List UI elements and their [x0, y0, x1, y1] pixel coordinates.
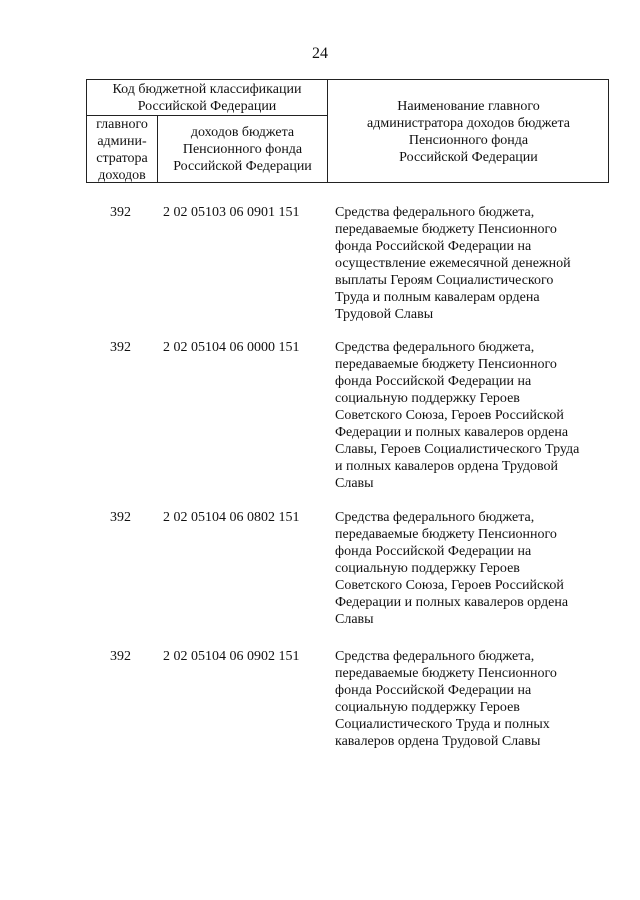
income-code: 2 02 05104 06 0802 151: [163, 510, 300, 525]
admin-code: 392: [110, 649, 131, 664]
header-admin-column: главного админи- стратора доходов: [96, 116, 148, 183]
income-description: Средства федерального бюджета, передаваемые бюджету Пенсионного фонда Российской Федерации на социальную поддержку Героев Советского Союза, Героев Российской Федерации и полных кавалеров ордена Славы: [335, 510, 569, 627]
income-description: Средства федерального бюджета, передаваемые бюджету Пенсионного фонда Российской Федерации на социальную поддержку Героев Советского Союза, Героев Российской Федерации и полных кавалеров ордена Славы, Героев Социалистического Труда и полных кавалеров ордена Трудовой Славы: [335, 340, 580, 491]
header-name-column: Наименование главного администратора доходов бюджета Пенсионного фонда Российской Федерации: [367, 98, 570, 165]
header-income-column: доходов бюджета Пенсионного фонда Российской Федерации: [173, 125, 312, 174]
admin-code: 392: [110, 340, 131, 355]
income-code: 2 02 05103 06 0901 151: [163, 205, 300, 220]
income-description: Средства федерального бюджета, передаваемые бюджету Пенсионного фонда Российской Федерации на социальную поддержку Героев Социалистического Труда и полных кавалеров ордена Трудовой Славы: [335, 649, 557, 749]
income-description: Средства федерального бюджета, передаваемые бюджету Пенсионного фонда Российской Федерации на осуществление ежемесячной денежной выплаты Героям Социалистического Труда и полным кавалерам ордена Трудовой Славы: [335, 205, 571, 322]
income-code: 2 02 05104 06 0000 151: [163, 340, 300, 355]
admin-code: 392: [110, 510, 131, 525]
income-code: 2 02 05104 06 0902 151: [163, 649, 300, 664]
table-header: [86, 79, 609, 183]
header-code-group: Код бюджетной классификации Российской Федерации: [112, 81, 302, 114]
page-number: 24: [312, 45, 328, 62]
admin-code: 392: [110, 205, 131, 220]
